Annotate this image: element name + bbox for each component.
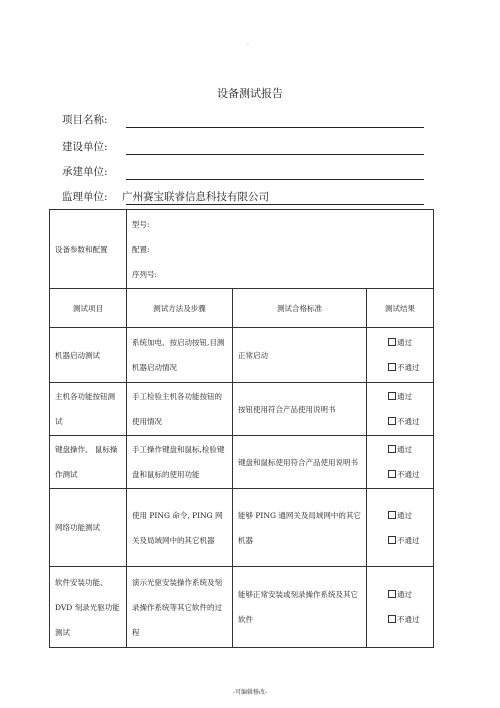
builder-label: 建设单位: xyxy=(62,141,108,153)
page-title: 设备测试报告 xyxy=(217,87,283,100)
contractor-label: 承建单位: xyxy=(62,166,108,178)
project-name-field xyxy=(62,112,424,128)
supervisor-label: 监理单位: xyxy=(62,191,108,203)
checkbox-icon xyxy=(388,392,396,400)
test-standard: 能够正常安装或刻录操作系统及其它软件 xyxy=(233,567,367,648)
checkbox-icon xyxy=(388,536,396,544)
checkbox-icon xyxy=(388,363,396,371)
checkbox-icon xyxy=(388,470,396,478)
table-row xyxy=(50,567,434,648)
pass-label: 通过 xyxy=(397,510,412,520)
pass-option[interactable] xyxy=(372,384,428,409)
header-item: 测试项目 xyxy=(50,289,127,328)
model-label: 型号: xyxy=(132,219,150,229)
test-method: 演示光驱安装操作系统及刻录操作系统等其它软件的过程 xyxy=(127,567,233,648)
test-result xyxy=(367,567,434,648)
test-method: 系统加电、按启动按钮,目测机器启动情况 xyxy=(127,328,233,383)
contractor-field xyxy=(62,164,424,180)
fail-label: 不通过 xyxy=(397,615,420,624)
table-row xyxy=(50,328,434,383)
table-row xyxy=(50,489,434,567)
underline xyxy=(126,154,424,155)
test-standard: 能够 PING 通网关及局域网中的其它机器 xyxy=(233,489,367,567)
test-result xyxy=(367,436,434,489)
supervisor-field xyxy=(62,189,424,205)
top-mark: . xyxy=(247,40,249,47)
fail-option[interactable] xyxy=(372,528,428,553)
test-standard: 正常启动 xyxy=(233,328,367,383)
project-name-label: 项目名称: xyxy=(62,114,108,126)
checkbox-icon xyxy=(388,445,396,453)
fail-option[interactable] xyxy=(372,355,428,380)
serial-label: 序列号: xyxy=(132,269,158,279)
test-item: 软件安装功能、DVD 刻录光驱功能测试 xyxy=(50,567,127,648)
test-item: 键盘操作、 鼠标操作测试 xyxy=(50,436,127,489)
supervisor-value: 广州赛宝联睿信息科技有限公司 xyxy=(122,191,269,203)
test-result xyxy=(367,383,434,436)
checkbox-icon xyxy=(388,590,396,598)
checkbox-icon xyxy=(388,417,396,425)
checkbox-icon xyxy=(388,511,396,519)
header-row xyxy=(50,289,434,328)
test-result xyxy=(367,328,434,383)
test-method: 使用 PING 命令, PING 网关及局域网中的其它机器 xyxy=(127,489,233,567)
pass-label: 通过 xyxy=(397,338,412,347)
header-standard: 测试合格标准 xyxy=(233,289,367,328)
pass-option[interactable] xyxy=(372,582,428,607)
underline xyxy=(126,127,424,128)
pass-option[interactable] xyxy=(372,330,428,355)
builder-field xyxy=(62,139,424,155)
test-report-table xyxy=(49,209,434,648)
underline xyxy=(126,204,424,205)
fail-label: 不通过 xyxy=(397,417,420,426)
page-footer: -可编辑修改- xyxy=(232,689,268,696)
device-config-label: 设备参数和配置 xyxy=(50,210,127,289)
checkbox-icon xyxy=(388,338,396,346)
test-standard: 键盘和鼠标使用符合产品使用说明书 xyxy=(233,436,367,489)
fail-label: 不通过 xyxy=(397,363,420,372)
pass-option[interactable] xyxy=(372,503,428,528)
checkbox-icon xyxy=(388,615,396,623)
device-spec-cell xyxy=(127,210,434,289)
test-item: 主机各功能按钮测试 xyxy=(50,383,127,436)
pass-option[interactable] xyxy=(372,437,428,462)
pass-label: 通过 xyxy=(397,590,412,599)
device-config-row xyxy=(50,210,434,289)
test-item: 网络功能测试 xyxy=(50,489,127,567)
underline xyxy=(126,179,424,180)
config-label: 配置: xyxy=(132,244,150,254)
fail-label: 不通过 xyxy=(397,535,420,545)
fail-option[interactable] xyxy=(372,607,428,632)
test-standard: 按钮使用符合产品使用说明书 xyxy=(233,383,367,436)
test-method: 手工检验主机各功能按钮的使用情况 xyxy=(127,383,233,436)
header-result: 测试结果 xyxy=(367,289,434,328)
header-method: 测试方法及步骤 xyxy=(127,289,233,328)
test-item: 机器启动测试 xyxy=(50,328,127,383)
test-method: 手工操作键盘和鼠标,检验键盘和鼠标的使用功能 xyxy=(127,436,233,489)
pass-label: 通过 xyxy=(397,445,412,454)
pass-label: 通过 xyxy=(397,392,412,401)
fail-option[interactable] xyxy=(372,462,428,487)
table-row xyxy=(50,383,434,436)
test-result xyxy=(367,489,434,567)
table-row xyxy=(50,436,434,489)
fail-label: 不通过 xyxy=(397,470,420,479)
fail-option[interactable] xyxy=(372,409,428,434)
